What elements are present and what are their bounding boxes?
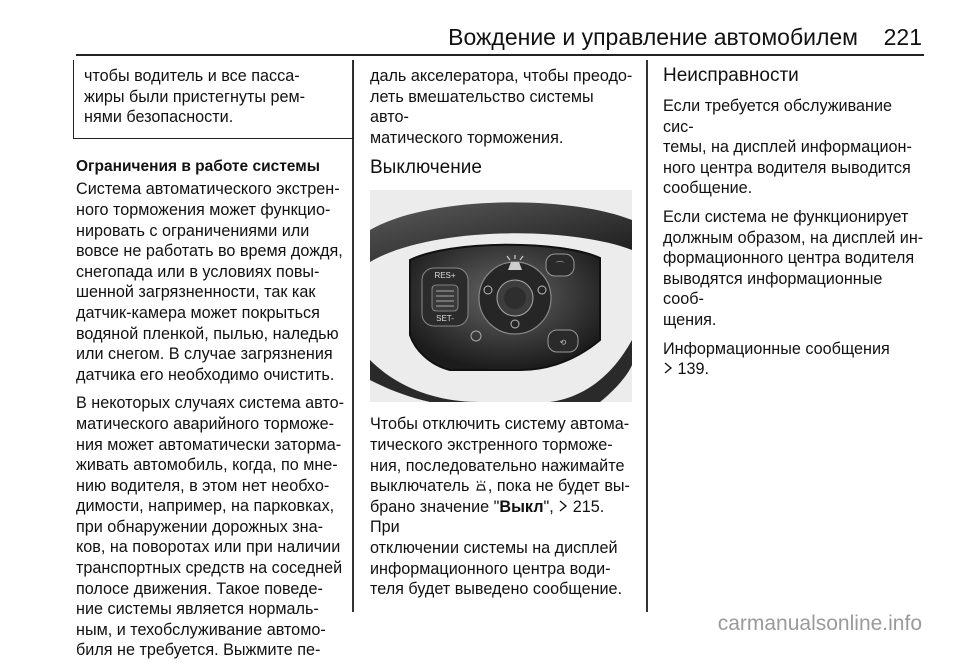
- page-number: 221: [883, 24, 922, 50]
- note-box: [73, 60, 354, 139]
- column-middle: [370, 60, 634, 608]
- text-line: нию водителя, в этом нет необхо-: [76, 476, 330, 495]
- steering-wheel-illustration: [370, 190, 632, 402]
- header-title: Вождение и управление автомобилем: [448, 24, 858, 50]
- text-line: биля не требуется. Выжмите пе-: [76, 641, 321, 660]
- text-line: отключении системы на дисплей: [370, 538, 618, 557]
- svg-text:⌒: ⌒: [555, 262, 565, 273]
- text-line: живать автомобиль, когда, по мне-: [76, 456, 338, 475]
- text-line: ным, и техобслуживание автомо-: [76, 620, 326, 639]
- text-line: ние системы является нормаль-: [76, 600, 319, 619]
- text-line: датчик-камера может покрыться: [76, 303, 320, 322]
- text-line: теля будет выведено сообщение.: [370, 580, 623, 599]
- collision-warning-icon: [474, 478, 488, 492]
- text-line: леть вмешательство системы авто-: [370, 87, 594, 127]
- text-line: ния, последовательно нажимайте: [370, 456, 625, 475]
- text-line: ного торможения может функцио-: [76, 200, 331, 219]
- text-line: брано значение ": [370, 497, 500, 516]
- paragraph: [370, 414, 634, 599]
- page-reference[interactable]: 215. При: [370, 497, 605, 537]
- svg-text:⟲: ⟲: [559, 338, 567, 348]
- text-line: полосе движения. Такое поведе-: [76, 579, 323, 598]
- page-reference[interactable]: 139.: [673, 360, 710, 379]
- text-line: нировать с ограничениями или: [76, 221, 310, 240]
- section-heading: Выключение: [370, 157, 482, 179]
- text-line: ",: [543, 497, 559, 516]
- text-line: Если требуется обслуживание сис-: [663, 97, 892, 136]
- note-line: чтобы водитель и все пасса-: [84, 67, 300, 85]
- text-line: информационного центра води-: [370, 559, 611, 578]
- header-rule: [76, 54, 924, 56]
- text-line: при обнаружении дорожных зна-: [76, 517, 323, 536]
- text-line: ния может автоматически заторма-: [76, 435, 342, 454]
- text-line: должным образом, на дисплей ин-: [663, 228, 924, 247]
- text-line: ного центра водителя выводится: [663, 158, 911, 177]
- text-line: датчика его необходимо очистить.: [76, 365, 335, 384]
- text-line: водяной пленкой, пылью, наледью: [76, 324, 339, 343]
- text-line: В некоторых случаях система авто-: [76, 394, 345, 413]
- text-line: матического торможения.: [370, 128, 564, 147]
- paragraph: [370, 66, 634, 148]
- text-line: или снегом. В случае загрязнения: [76, 345, 333, 364]
- text-line: формационного центра водителя: [663, 249, 915, 268]
- reference-arrow-icon[interactable]: [663, 359, 673, 380]
- text-line: тического экстренного торможе-: [370, 435, 613, 454]
- page-header: [0, 0, 960, 56]
- paragraph: [663, 339, 927, 380]
- section-heading: Ограничения в работе системы: [76, 157, 320, 175]
- note-line: нями безопасности.: [84, 108, 234, 127]
- text-line: транспортных средств на соседней: [76, 559, 343, 578]
- paragraph: [76, 393, 348, 661]
- text-line: снегопада или в условиях повы-: [76, 262, 320, 281]
- set-button-label: SET-: [436, 314, 454, 324]
- text-line: димости, например, на парковках,: [76, 497, 335, 516]
- text-line: шенной загрязненности, так как: [76, 283, 316, 302]
- text-line: щения.: [663, 310, 717, 329]
- text-line: ков, на поворотах или при наличии: [76, 538, 341, 557]
- column-left: [76, 60, 348, 669]
- text-line: Если система не функционирует: [663, 207, 909, 226]
- text-line: Информационные сообщения: [663, 339, 890, 358]
- paragraph: [663, 96, 927, 199]
- steering-wheel-controls-figure: [370, 190, 632, 402]
- text-line: даль акселератора, чтобы преодо-: [370, 67, 633, 85]
- text-line: , пока не будет вы-: [487, 477, 630, 496]
- res-button-label: RES+: [434, 271, 456, 281]
- column-divider: [352, 60, 354, 612]
- text-line: Система автоматического экстрен-: [76, 180, 340, 199]
- paragraph: [663, 207, 927, 331]
- reference-arrow-icon[interactable]: [558, 497, 568, 518]
- text-line: сообщение.: [663, 179, 753, 198]
- text-line: темы, на дисплей информацион-: [663, 138, 912, 157]
- text-line: выключатель: [370, 477, 474, 496]
- section-heading: Неисправности: [663, 65, 799, 86]
- text-line: выводятся информационные сооб-: [663, 269, 883, 309]
- text-line: матического аварийного торможе-: [76, 414, 334, 433]
- note-line: жиры были пристегнуты рем-: [84, 87, 306, 106]
- value-off-label: Выкл: [499, 497, 544, 516]
- watermark: carmanualsonline.info: [717, 612, 922, 635]
- text-line: Чтобы отключить систему автома-: [370, 415, 630, 434]
- column-right: [663, 60, 927, 388]
- paragraph: [76, 179, 348, 385]
- column-divider: [646, 60, 648, 612]
- text-line: вовсе не работать во время дождя,: [76, 242, 343, 261]
